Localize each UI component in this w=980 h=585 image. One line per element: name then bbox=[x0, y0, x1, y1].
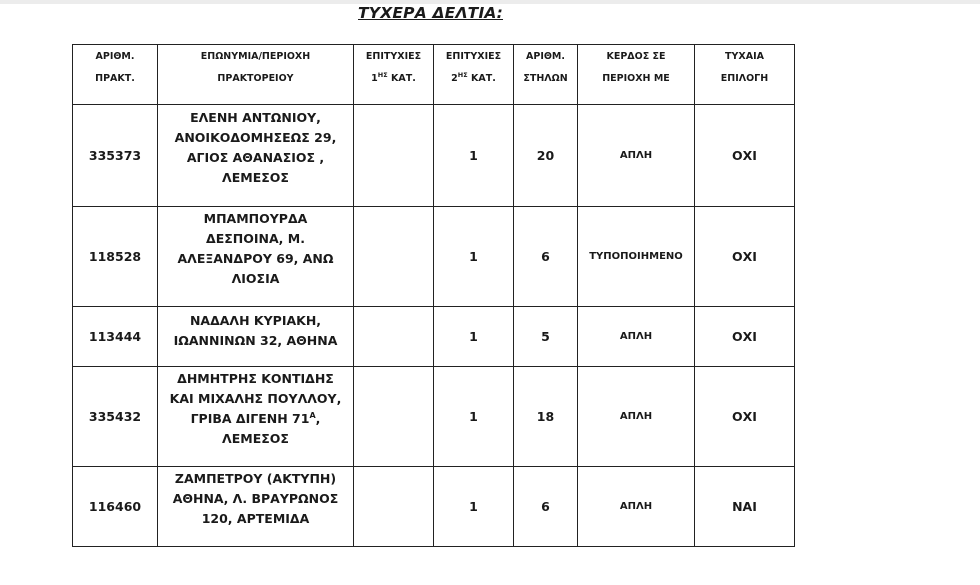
wins-1st-cell bbox=[354, 467, 434, 547]
ticket-type-cell: ΑΠΛΗ bbox=[578, 307, 695, 367]
agency-name-cell: ΖΑΜΠΕΤΡΟΥ (ΑΚΤΥΠΗ) ΑΘΗΝΑ, Λ. ΒΡΑΥΡΩΝΟΣ 120, ΑΡΤΕΜΙΔΑ bbox=[158, 467, 354, 547]
agency-no-cell: 113444 bbox=[73, 307, 158, 367]
page-title: ΤΥΧΕΡΑ ΔΕΛΤΙΑ: bbox=[358, 4, 504, 22]
random-pick-cell: ΟΧΙ bbox=[695, 307, 795, 367]
wins-2nd-cell: 1 bbox=[434, 105, 514, 207]
agency-name-cell: ΕΛΕΝΗ ΑΝΤΩΝΙΟΥ, ΑΝΟΙΚΟΔΟΜΗΣΕΩΣ 29, ΑΓΙΟΣ ΑΘΑΝΑΣΙΟΣ , ΛΕΜΕΣΟΣ bbox=[158, 105, 354, 207]
agency-name-cell: ΔΗΜΗΤΡΗΣ ΚΟΝΤΙΔΗΣ ΚΑΙ ΜΙΧΑΛΗΣ ΠΟΥΛΛΟΥ, ΓΡΙΒΑ ΔΙΓΕΝΗ $71^A$, ΛΕΜΕΣΟΣ bbox=[158, 367, 354, 467]
wins-1st-cell bbox=[354, 207, 434, 307]
columns-cell: 6 bbox=[514, 207, 578, 307]
columns-cell: 6 bbox=[514, 467, 578, 547]
winning-tickets-table bbox=[72, 44, 795, 547]
header-columns: ΑΡΙΘΜ. ΣΤΗΛΩΝ bbox=[514, 45, 578, 105]
agency-no-cell: 116460 bbox=[73, 467, 158, 547]
random-pick-cell: ΟΧΙ bbox=[695, 105, 795, 207]
ticket-type-cell: ΑΠΛΗ bbox=[578, 467, 695, 547]
columns-cell: 20 bbox=[514, 105, 578, 207]
header-agency-no: ΑΡΙΘΜ. ΠΡΑΚΤ. bbox=[73, 45, 158, 105]
wins-2nd-cell: 1 bbox=[434, 467, 514, 547]
agency-no-cell: 118528 bbox=[73, 207, 158, 307]
ticket-type-cell: ΤΥΠΟΠΟΙΗΜΕΝΟ bbox=[578, 207, 695, 307]
table-row bbox=[73, 207, 795, 307]
wins-1st-cell bbox=[354, 367, 434, 467]
header-ticket-type: ΚΕΡΔΟΣ ΣΕ ΠΕΡΙΟΧΗ ΜΕ bbox=[578, 45, 695, 105]
agency-name-cell: ΝΑΔΑΛΗ ΚΥΡΙΑΚΗ, ΙΩΑΝΝΙΝΩΝ 32, ΑΘΗΝΑ bbox=[158, 307, 354, 367]
agency-no-cell: 335432 bbox=[73, 367, 158, 467]
header-row bbox=[73, 45, 795, 105]
random-pick-cell: ΟΧΙ bbox=[695, 367, 795, 467]
agency-no-cell: 335373 bbox=[73, 105, 158, 207]
header-wins-2nd: ΕΠΙΤΥΧΙΕΣ $2^{H\Sigma}$ ΚΑΤ. bbox=[434, 45, 514, 105]
table-row bbox=[73, 307, 795, 367]
columns-cell: 5 bbox=[514, 307, 578, 367]
wins-2nd-cell: 1 bbox=[434, 307, 514, 367]
agency-name-cell: ΜΠΑΜΠΟΥΡΔΑ ΔΕΣΠΟΙΝΑ, Μ. ΑΛΕΞΑΝΔΡΟΥ 69, ΑΝΩ ΛΙΟΣΙΑ bbox=[158, 207, 354, 307]
table-row bbox=[73, 367, 795, 467]
table-row bbox=[73, 467, 795, 547]
ticket-type-cell: ΑΠΛΗ bbox=[578, 367, 695, 467]
wins-1st-cell bbox=[354, 307, 434, 367]
random-pick-cell: ΟΧΙ bbox=[695, 207, 795, 307]
header-random-pick: ΤΥΧΑΙΑ ΕΠΙΛΟΓΗ bbox=[695, 45, 795, 105]
random-pick-cell: ΝΑΙ bbox=[695, 467, 795, 547]
columns-cell: 18 bbox=[514, 367, 578, 467]
ticket-type-cell: ΑΠΛΗ bbox=[578, 105, 695, 207]
table-row bbox=[73, 105, 795, 207]
wins-2nd-cell: 1 bbox=[434, 367, 514, 467]
wins-2nd-cell: 1 bbox=[434, 207, 514, 307]
wins-1st-cell bbox=[354, 105, 434, 207]
header-wins-1st: ΕΠΙΤΥΧΙΕΣ $1^{H\Sigma}$ ΚΑΤ. bbox=[354, 45, 434, 105]
header-agency-name: ΕΠΩΝΥΜΙΑ/ΠΕΡΙΟΧΗ ΠΡΑΚΤΟΡΕΙΟΥ bbox=[158, 45, 354, 105]
